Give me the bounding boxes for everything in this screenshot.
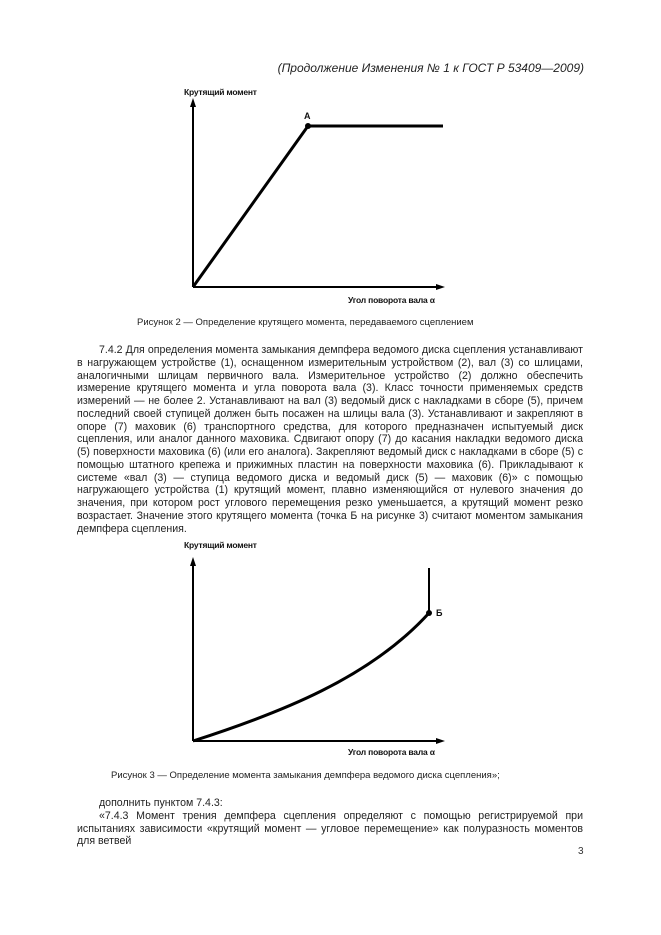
- amendment-intro: дополнить пунктом 7.4.3:: [99, 797, 223, 809]
- figure-3-point-b: [426, 610, 432, 616]
- figure-2-y-axis-label: Крутящий момент: [184, 87, 257, 97]
- figure-3: [170, 538, 460, 760]
- figure-2-caption: Рисунок 2 — Определение крутящего момента, передаваемого сцеплением: [137, 317, 474, 328]
- figure-3-point-b-label: Б: [436, 608, 443, 618]
- page-number: 3: [578, 846, 584, 857]
- figure-3-plot: [170, 538, 460, 760]
- paragraph-7-4-2: [77, 344, 583, 535]
- figure-2: [170, 85, 460, 305]
- figure-2-point-a: [305, 123, 311, 129]
- figure-2-y-axis-arrow: [190, 98, 196, 107]
- paragraph-7-4-2-text: 7.4.2 Для определения момента замыкания демпфера ведомого диска сцепления устанавливают в нагружающем устройстве (1), оснащенном измерительным устройством (2), вал (3) со шлицами, аналогичными шлицам первичного вала. Измерительное устройство (2) должно обеспечить измерение крутящего момента и угла поворота вала (3). Класс точности применяемых средств измерений — не более 2. Устанавливают на вал (3) ведомый диск с накладками в сборе (5), причем последний своей ступицей должен быть посажен на шлицы вала (3). Устанавливают и закрепляют в опоре (7) маховик (6) транспортного средства, для которого предназначен испытуемый диск сцепления, или аналог данного маховика. Сдвигают опору (7) до касания накладки ведомого диска (5) поверхности маховика (6) (или его аналога). Закрепляют ведомый диск с накладками в сборе (5) с помощью штатного крепежа и прижимных пластин на поверхности маховика (6). Прикладывают к системе «вал (3) — ступица ведомого диска и ведомый диск (5) — маховик (6)» с помощью нагружающего устройства (1) крутящий момент, плавно изменяющийся от нулевого значения до значения, при котором рост углового перемещения резко уменьшается, а крутящий момент резко возрастает. Значение этого крутящего момента (точка Б на рисунке 3) считают моментом замыкания демпфера сцепления.: [77, 344, 583, 535]
- page-header: (Продолжение Изменения № 1 к ГОСТ Р 53409—2009): [277, 61, 584, 75]
- figure-2-curve: [193, 126, 443, 287]
- figure-3-curve: [193, 613, 429, 741]
- figure-3-x-axis-label: Угол поворота вала α: [348, 747, 435, 757]
- amendment-block: [77, 797, 583, 848]
- figure-2-point-a-label: А: [304, 111, 311, 121]
- paragraph-7-4-3-text: «7.4.3 Момент трения демпфера сцепления определяют с помощью регистрируемой при испытаниях зависимости «крутящий момент — угловое перемещение» как полуразность моментов для ветвей: [77, 809, 583, 848]
- figure-3-y-axis-label: Крутящий момент: [184, 540, 257, 550]
- figure-3-x-axis-arrow: [436, 738, 445, 744]
- figure-2-plot: [170, 85, 460, 305]
- figure-3-caption: Рисунок 3 — Определение момента замыкания демпфера ведомого диска сцепления»;: [111, 770, 500, 781]
- figure-2-x-axis-label: Угол поворота вала α: [348, 295, 435, 305]
- figure-2-x-axis-arrow: [436, 284, 445, 290]
- figure-3-y-axis-arrow: [190, 557, 196, 566]
